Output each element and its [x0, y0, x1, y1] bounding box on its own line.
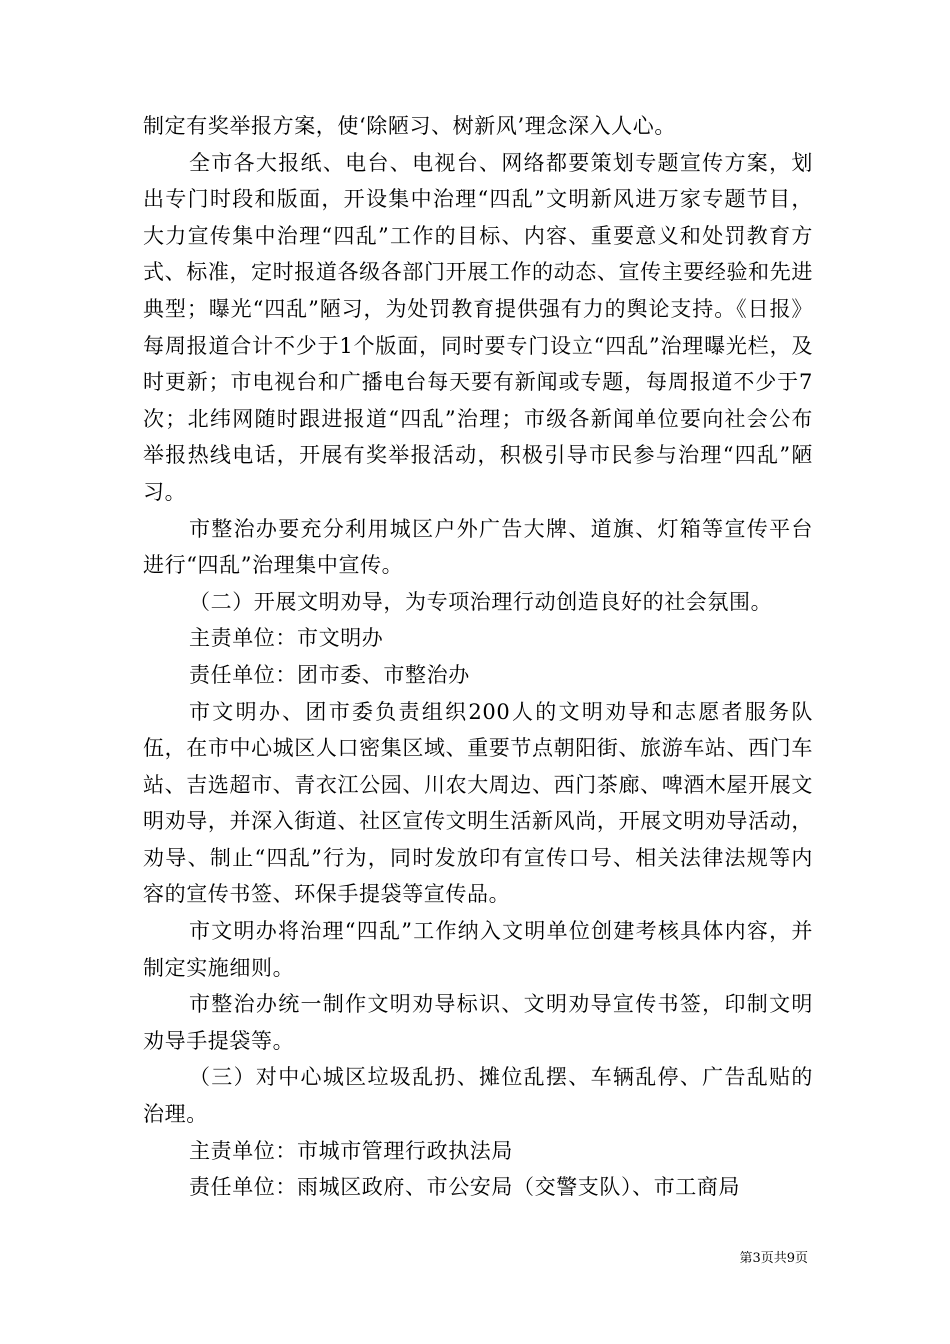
- section-heading-2: （二）开展文明劝导，为专项治理行动创造良好的社会氛围。: [189, 589, 773, 614]
- paragraph-9: 市整治办统一制作文明劝导标识、文明劝导宣传书签，印制文明劝导手提袋等。: [143, 992, 813, 1053]
- section-heading-3: （三）对中心城区垃圾乱扔、摊位乱摆、车辆乱停、广告乱贴的治理。: [143, 1065, 813, 1127]
- lead-unit-3: 主责单位：市城市管理行政执法局: [189, 1138, 513, 1163]
- lead-unit-2: 主责单位：市文明办: [189, 626, 384, 651]
- paragraph-8: 市文明办将治理“四乱”工作纳入文明单位创建考核具体内容，并制定实施细则。: [143, 919, 813, 980]
- page-number: 第3页共9页: [739, 1251, 808, 1266]
- paragraph-7: 市文明办、团市委负责组织200人的文明劝导和志愿者服务队伍，在市中心城区人口密集区域、重要节点朝阳街、旅游车站、西门车站、吉选超市、青衣江公园、川农大周边、西门茶廊、啤酒木屋开展文明劝导，并深入街道、社区宣传文明生活新风尚，开展文明劝导活动，劝导、制止“四乱”行为，同时发放印有宣传口号、相关法律法规等内容的宣传书签、环保手提袋等宣传品。: [143, 699, 813, 907]
- responsible-unit-3: 责任单位：雨城区政府、市公安局（交警支队）、市工商局: [189, 1175, 741, 1200]
- paragraph-3: 市整治办要充分利用城区户外广告大牌、道旗、灯箱等宣传平台进行“四乱”治理集中宣传。: [143, 516, 813, 578]
- responsible-unit-2: 责任单位：团市委、市整治办: [189, 662, 470, 687]
- document-body: [143, 108, 813, 1206]
- paragraph-2: 全市各大报纸、电台、电视台、网络都要策划专题宣传方案，划出专门时段和版面，开设集中治理“四乱”文明新风进万家专题节目，大力宣传集中治理“四乱”工作的目标、内容、重要意义和处罚教育方式、标准，定时报道各级各部门开展工作的动态、宣传主要经验和先进典型；曝光“四乱”陋习，为处罚教育提供强有力的舆论支持。《日报》每周报道合计不少于1个版面，同时要专门设立“四乱”治理曝光栏，及时更新；市电视台和广播电台每天要有新闻或专题，每周报道不少于7次；北纬网随时跟进报道“四乱”治理；市级各新闻单位要向社会公布举报热线电话，开展有奖举报活动，积极引导市民参与治理“四乱”陋习。: [143, 150, 813, 504]
- paragraph-1: 制定有奖举报方案，使‘除陋习、树新风’理念深入人心。: [143, 114, 676, 138]
